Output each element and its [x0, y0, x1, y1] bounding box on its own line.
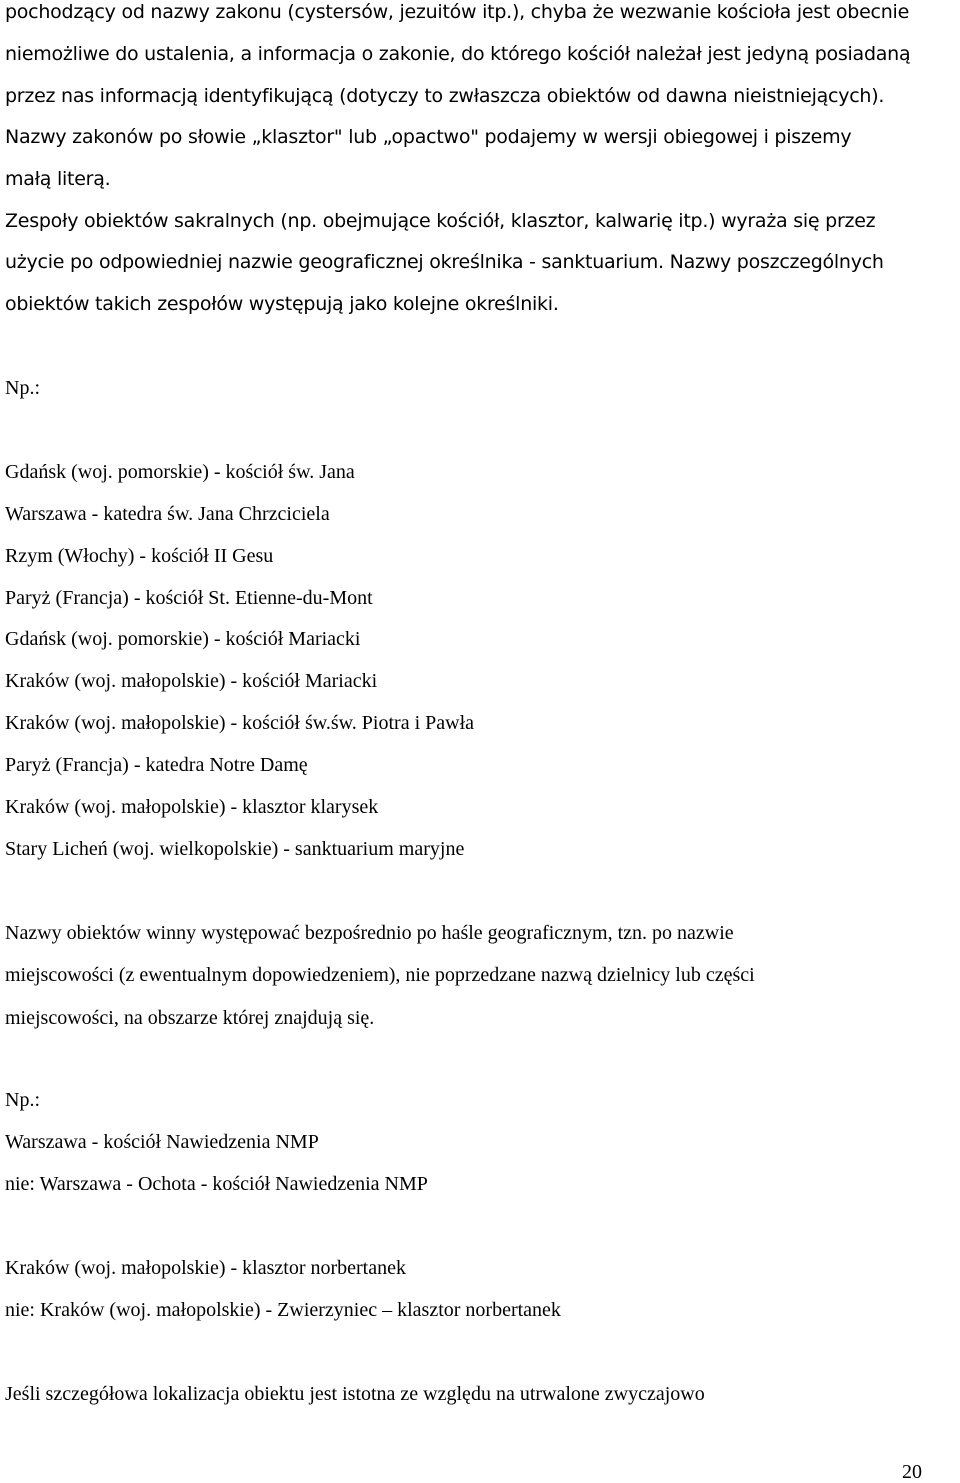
- example-line: nie: Kraków (woj. małopolskie) - Zwierzyniec – klasztor norbertanek: [5, 1299, 561, 1321]
- page-number: 20: [902, 1461, 922, 1483]
- text-line: małą literą.: [5, 168, 111, 190]
- text-line: Zespoły obiektów sakralnych (np. obejmujące kościół, klasztor, kalwarię itp.) wyraża się przez: [5, 210, 876, 232]
- text-line: Nazwy obiektów winny występować bezpośrednio po haśle geograficznym, tzn. po nazwie: [5, 922, 734, 944]
- example-line: Stary Licheń (woj. wielkopolskie) - sanktuarium maryjne: [5, 838, 465, 860]
- text-line: miejscowości, na obszarze której znajdują się.: [5, 1007, 375, 1029]
- text-line: miejscowości (z ewentualnym dopowiedzeniem), nie poprzedzane nazwą dzielnicy lub części: [5, 964, 755, 986]
- example-line: Kraków (woj. małopolskie) - klasztor norbertanek: [5, 1257, 406, 1279]
- example-label: Np.:: [5, 377, 40, 399]
- text-line: niemożliwe do ustalenia, a informacja o zakonie, do którego kościół należał jest jedyną posiadaną: [5, 43, 911, 65]
- text-line: obiektów takich zespołów występują jako kolejne określniki.: [5, 293, 559, 315]
- example-line: Gdańsk (woj. pomorskie) - kościół św. Jana: [5, 461, 355, 483]
- example-line: Paryż (Francja) - katedra Notre Damę: [5, 754, 308, 776]
- text-line: przez nas informacją identyfikującą (dotyczy to zwłaszcza obiektów od dawna nieistniejących).: [5, 85, 885, 107]
- text-line: Nazwy zakonów po słowie „klasztor" lub „opactwo" podajemy w wersji obiegowej i piszemy: [5, 126, 852, 148]
- example-line: Kraków (woj. małopolskie) - kościół Mariacki: [5, 670, 378, 692]
- example-line: Gdańsk (woj. pomorskie) - kościół Mariacki: [5, 628, 361, 650]
- text-line: Jeśli szczegółowa lokalizacja obiektu jest istotna ze względu na utrwalone zwyczajowo: [5, 1383, 705, 1405]
- example-line: Paryż (Francja) - kościół St. Etienne-du-Mont: [5, 587, 373, 609]
- example-line: Warszawa - kościół Nawiedzenia NMP: [5, 1131, 319, 1153]
- example-line: Warszawa - katedra św. Jana Chrzciciela: [5, 503, 330, 525]
- text-line: użycie po odpowiedniej nazwie geograficznej określnika - sanktuarium. Nazwy poszczególnych: [5, 251, 884, 273]
- example-line: nie: Warszawa - Ochota - kościół Nawiedzenia NMP: [5, 1173, 428, 1195]
- example-line: Rzym (Włochy) - kościół II Gesu: [5, 545, 274, 567]
- example-line: Kraków (woj. małopolskie) - klasztor klarysek: [5, 796, 379, 818]
- example-label: Np.:: [5, 1089, 40, 1111]
- text-line: pochodzący od nazwy zakonu (cystersów, jezuitów itp.), chyba że wezwanie kościoła jest obecnie: [5, 1, 910, 23]
- example-line: Kraków (woj. małopolskie) - kościół św.św. Piotra i Pawła: [5, 712, 475, 734]
